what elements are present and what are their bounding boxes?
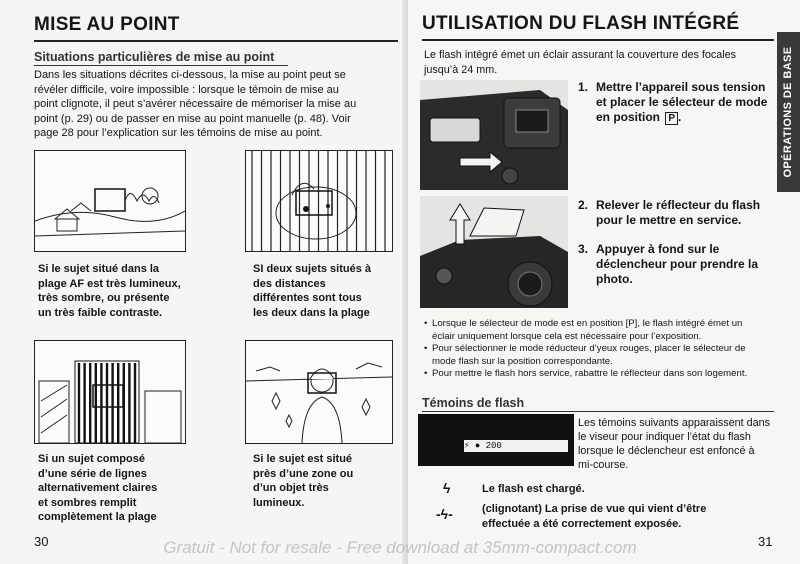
caption-line: Si le sujet situé dans la (38, 263, 160, 275)
step-line: pour le mettre en service. (596, 213, 742, 227)
illustration-landscape (34, 150, 186, 252)
desc-line: Les témoins suivants apparaissent dans (578, 417, 771, 429)
intro-line: point (p. 29) ou de passer en mise au point manuelle (p. 48). Voir (34, 112, 351, 125)
step-text (596, 80, 767, 125)
note-line: Pour mettre le flash hors service, rabattre le réflecteur dans son logement. (432, 368, 748, 379)
camera-top-drawing (420, 80, 568, 190)
right-page-title: UTILISATION DU FLASH INTÉGRÉ (422, 13, 740, 34)
illustration-bright-backdrop (245, 340, 393, 444)
caption-line: d’un objet très (253, 482, 329, 494)
flash-exposure-ok-text (482, 502, 772, 531)
left-page-number: 30 (34, 534, 49, 549)
caption-line: Si le sujet est situé (253, 453, 353, 465)
flash-notes-list (424, 318, 778, 381)
indicators-rule (422, 411, 774, 412)
desc-line: lorsque le déclencheur est enfoncé à (578, 445, 755, 457)
step-number: 2. (578, 198, 589, 212)
step-line: Appuyer à fond sur le (596, 242, 720, 256)
step-line-with-mode: en position P . (596, 110, 682, 124)
step-line: Mettre l’appareil sous tension (596, 80, 766, 94)
flash-indicators-heading: Témoins de flash (422, 396, 525, 410)
caption-line: les deux dans la plage (253, 306, 370, 319)
caption-bright-dark-subject (38, 262, 181, 320)
step-line: Relever le réflecteur du flash (596, 198, 761, 212)
flash-blinking-icon: -ϟ- (436, 506, 453, 522)
mode-p-symbol: P (665, 112, 678, 125)
section-side-tab (777, 32, 800, 192)
note-line: éclair uniquement lorsque cela est nécessaire pour l’exposition. (432, 330, 702, 342)
indicator-line: Le flash est chargé. (482, 483, 585, 495)
intro-line: jusqu’à 24 mm. (424, 63, 498, 76)
caption-line: et sombres remplit (38, 496, 137, 509)
step-text (596, 198, 760, 228)
landscape-drawing (35, 151, 185, 251)
note-line: mode flash sur la position correspondante. (432, 355, 613, 367)
left-intro-paragraph (34, 68, 402, 141)
step-line: photo. (596, 272, 633, 286)
illustration-cage (245, 150, 393, 252)
flash-note-item (424, 368, 778, 381)
flash-ready-icon: ϟ (443, 480, 451, 496)
note-line: Lorsque le sélecteur de mode est en position [P], le flash intégré émet un (432, 318, 743, 329)
side-tab-label: OPÉRATIONS DE BASE (782, 46, 794, 178)
caption-line: très sombre, ou présente (38, 292, 170, 304)
viewfinder-display (418, 414, 574, 466)
step-number: 1. (578, 80, 589, 94)
caption-line: complètement la plage (38, 511, 157, 523)
caption-striped-subject (38, 452, 157, 525)
portrait-drawing (246, 341, 392, 443)
watermark-footer: Gratuit - Not for resale - Free download at 35mm-compact.com (163, 538, 637, 557)
step-number: 3. (578, 242, 589, 256)
subtitle-underline (34, 65, 288, 66)
caption-line: des distances (253, 277, 326, 290)
intro-line: révéler difficile, voire impossible : lorsque le témoin de mise au (34, 83, 339, 96)
intro-line: Le flash intégré émet un éclair assurant la couverture des focales (424, 49, 737, 61)
left-page-title: MISE AU POINT (34, 14, 180, 35)
cage-drawing (246, 151, 392, 251)
caption-line: un très faible contraste. (38, 306, 163, 319)
caption-line: près d’une zone ou (253, 467, 354, 480)
note-line: Pour sélectionner le mode réducteur d’yeux rouges, placer le sélecteur de (432, 343, 746, 354)
caption-line: alternativement claires (38, 482, 158, 494)
intro-line: point clignote, il peut s’avérer nécessaire de mémoriser la mise au (34, 98, 357, 110)
desc-line: mi-course. (578, 459, 629, 471)
intro-line: page 28 pour l’explication sur les témoins de mise au point. (34, 127, 323, 139)
caption-line: lumineux. (253, 496, 305, 509)
flash-ready-text (482, 482, 772, 497)
step-line: en position (596, 110, 660, 124)
caption-line: d’une série de lignes (38, 467, 147, 480)
left-title-rule (34, 40, 398, 42)
camera-flash-drawing (420, 196, 568, 308)
camera-top-illustration (420, 80, 568, 190)
indicator-line: (clignotant) La prise de vue qui vient d’être (482, 503, 707, 515)
right-title-rule (422, 39, 774, 41)
caption-line: plage AF est très lumineux, (38, 277, 181, 290)
section-subtitle: Situations particulières de mise au point (34, 50, 275, 64)
caption-line: différentes sont tous (253, 292, 362, 304)
camera-flash-illustration (420, 196, 568, 308)
flash-note-item (424, 343, 778, 368)
building-drawing (35, 341, 185, 443)
caption-line: SI deux sujets situés à (253, 263, 371, 275)
step-text (596, 242, 758, 287)
intro-line: Dans les situations décrites ci-dessous, la mise au point peut se (34, 69, 346, 81)
caption-two-subjects (253, 262, 371, 320)
viewfinder-readout: ⚡ ● 200 (464, 440, 568, 452)
step-line: et placer le sélecteur de mode (596, 95, 768, 109)
caption-line: Si un sujet composé (38, 453, 145, 465)
caption-bright-area (253, 452, 353, 510)
indicator-line: effectuée a été correctement exposée. (482, 517, 682, 530)
desc-line: le viseur pour indiquer l’état du flash (578, 431, 751, 443)
indicators-description (578, 416, 778, 472)
illustration-building (34, 340, 186, 444)
flash-intro-paragraph (424, 48, 774, 77)
flash-note-item (424, 318, 778, 343)
right-page-number: 31 (758, 534, 773, 549)
step-line: déclencheur pour prendre la (596, 257, 759, 271)
